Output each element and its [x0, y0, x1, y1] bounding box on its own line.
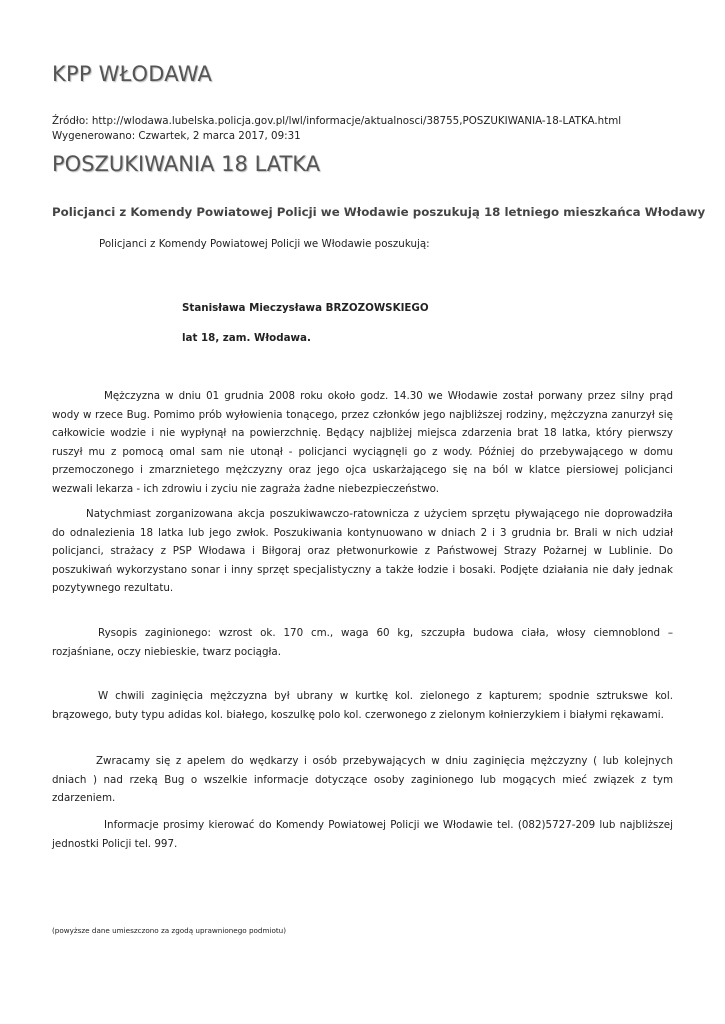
article-title: POSZUKIWANIA 18 LATKA	[52, 152, 321, 176]
paragraph-clothing: W chwili zaginięcia mężczyzna był ubrany w kurtkę kol. zielonego z kapturem; spodnie sztrukswe kol. brązowego, buty typu adidas kol. białego, koszulkę polo kol. czerwonego z zielonym kołnierzykiem i białymi rękawami.	[52, 690, 673, 721]
paragraph-search: Natychmiast zorganizowana akcja poszukiwawczo-ratownicza z użyciem sprzętu pływającego nie doprowadziła do odnalezienia 18 latka lub jego zwłok. Poszukiwania kontynuowano w dniach 2 i 3 grudnia br. Brali w nich udział policjanci, strażacy z PSP Włodawa i Biłgoraj oraz płetwonurkowie z Państwowej Strazy Pożarnej w Lublinie. Do poszukiwań wykorzystano sonar i inny sprzęt specjalistyczny a także łodzie i bosaki. Podjęte działania nie dały jednak pozytywnego rezultatu.	[52, 508, 673, 594]
generated-line: Wygenerowano: Czwartek, 2 marca 2017, 09:31	[52, 130, 301, 142]
paragraph-appeal: Zwracamy się z apelem do wędkarzy i osób przebywających w dniu zaginięcia mężczyzny ( lub kolejnych dniach ) nad rzeką Bug o wszelkie informacje dotyczące osoby zaginionego lub mogących mieć związek z tym zdarzeniem.	[52, 755, 673, 804]
paragraph-incident: Mężczyzna w dniu 01 grudnia 2008 roku około godz. 14.30 we Włodawie został porwany przez silny prąd wody w rzece Bug. Pomimo prób wyłowienia tonącego, przez członków jego najbliższej rodziny, mężczyzna zanurzył się całkowicie wodzie i nie wypłynął na powierzchnię. Będący najbliżej miejsca zdarzenia brat 18 latka, który pierwszy ruszył mu z pomocą omal sam nie utonął - policjanci wyciągnęli go z wody. Później do przebywającego w domu przemoczonego i zmarznietego mężczyzny oraz jego ojca uskarżającego się na ból w klatce piersiowej policjanci wezwali lekarza - ich zdrowiu i zyciu nie zagraża żadne niebezpieczeństwo.	[52, 390, 673, 495]
paragraph-description: Rysopis zaginionego: wzrost ok. 170 cm., waga 60 kg, szczupła budowa ciała, włosy ciemnoblond – rozjaśniane, oczy niebieskie, twarz pociągła.	[52, 627, 673, 658]
source-line: Źródło: http://wlodawa.lubelska.policja.gov.pl/lwl/informacje/aktualnosci/38755,POSZUKIWANIA-18-LATKA.html	[52, 115, 622, 127]
site-title: KPP WŁODAWA	[52, 62, 213, 86]
footnote: (powyższe dane umieszczono za zgodą uprawnionego podmiotu)	[52, 926, 287, 935]
article-intro: Policjanci z Komendy Powiatowej Policji we Włodawie poszukują:	[99, 238, 430, 250]
article-lead: Policjanci z Komendy Powiatowej Policji we Włodawie poszukują 18 letniego mieszkańca Włodawy	[52, 205, 706, 219]
missing-person-age: lat 18, zam. Włodawa.	[182, 332, 311, 344]
missing-person-name: Stanisława Mieczysława BRZOZOWSKIEGO	[182, 302, 429, 314]
paragraph-contact: Informacje prosimy kierować do Komendy Powiatowej Policji we Włodawie tel. (082)5727-209 lub najbliższej jednostki Policji tel. 997.	[52, 819, 673, 850]
document-meta	[52, 114, 621, 144]
